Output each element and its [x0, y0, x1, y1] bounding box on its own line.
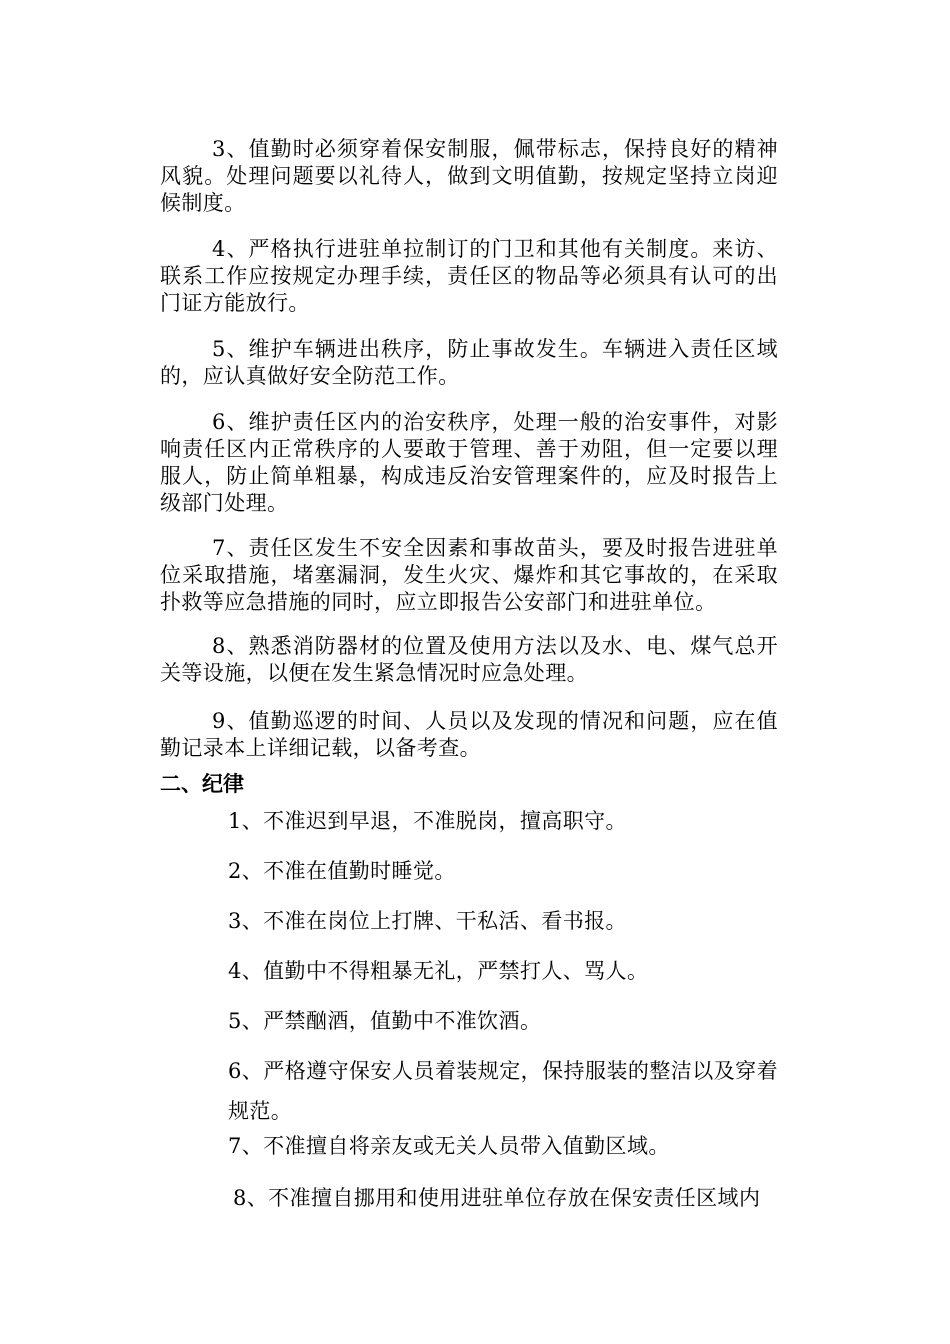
duty-paragraph-6: 6、维护责任区内的治安秩序，处理一般的治安事件，对影响责任区内正常秩序的人要敢于管理、善于劝阻，但一定要以理服人，防止简单粗暴，构成违反治安管理案件的，应及时报告上级部门处理。: [160, 410, 778, 515]
discipline-item-1: 1、不准迟到早退，不准脱岗，擅高职守。: [228, 809, 627, 833]
duty-paragraph-8: 8、熟悉消防器材的位置及使用方法以及水、电、煤气总开关等设施，以便在发生紧急情况时应急处理。: [160, 634, 778, 685]
discipline-item-3: 3、不准在岗位上打牌、干私活、看书报。: [228, 909, 627, 933]
discipline-item-4: 4、值勤中不得粗暴无礼，严禁打人、骂人。: [228, 959, 649, 983]
discipline-item-8: 8、不准擅自挪用和使用进驻单位存放在保安责任区域内: [233, 1186, 761, 1210]
discipline-item-5: 5、严禁酗酒，值勤中不准饮酒。: [228, 1009, 542, 1033]
duty-paragraph-9: 9、值勤巡逻的时间、人员以及发现的情况和问题，应在值勤记录本上详细记载，以备考查。: [160, 709, 778, 760]
discipline-item-6: 6、严格遵守保安人员着装规定，保持服装的整洁以及穿着规范。: [228, 1059, 778, 1123]
duty-paragraph-3: 3、值勤时必须穿着保安制服，佩带标志，保持良好的精神风貌。处理问题要以礼待人，做到文明值勤，按规定坚持立岗迎候制度。: [160, 137, 778, 215]
duty-paragraph-7: 7、责任区发生不安全因素和事故苗头，要及时报告进驻单位采取措施，堵塞漏洞，发生火灾、爆炸和其它事故的，在采取扑救等应急措施的同时，应立即报告公安部门和进驻单位。: [160, 536, 778, 614]
discipline-item-7: 7、不准擅自将亲友或无关人员带入值勤区域。: [228, 1134, 670, 1158]
discipline-item-2: 2、不准在值勤时睡觉。: [228, 859, 456, 883]
duty-paragraph-4: 4、严格执行进驻单拉制订的门卫和其他有关制度。来访、联系工作应按规定办理手续，责任区的物品等必须具有认可的出门证方能放行。: [160, 237, 778, 315]
duty-paragraph-5: 5、维护车辆进出秩序，防止事故发生。车辆进入责任区域的，应认真做好安全防范工作。: [160, 337, 778, 388]
section-title-discipline: 二、纪律: [160, 772, 244, 796]
